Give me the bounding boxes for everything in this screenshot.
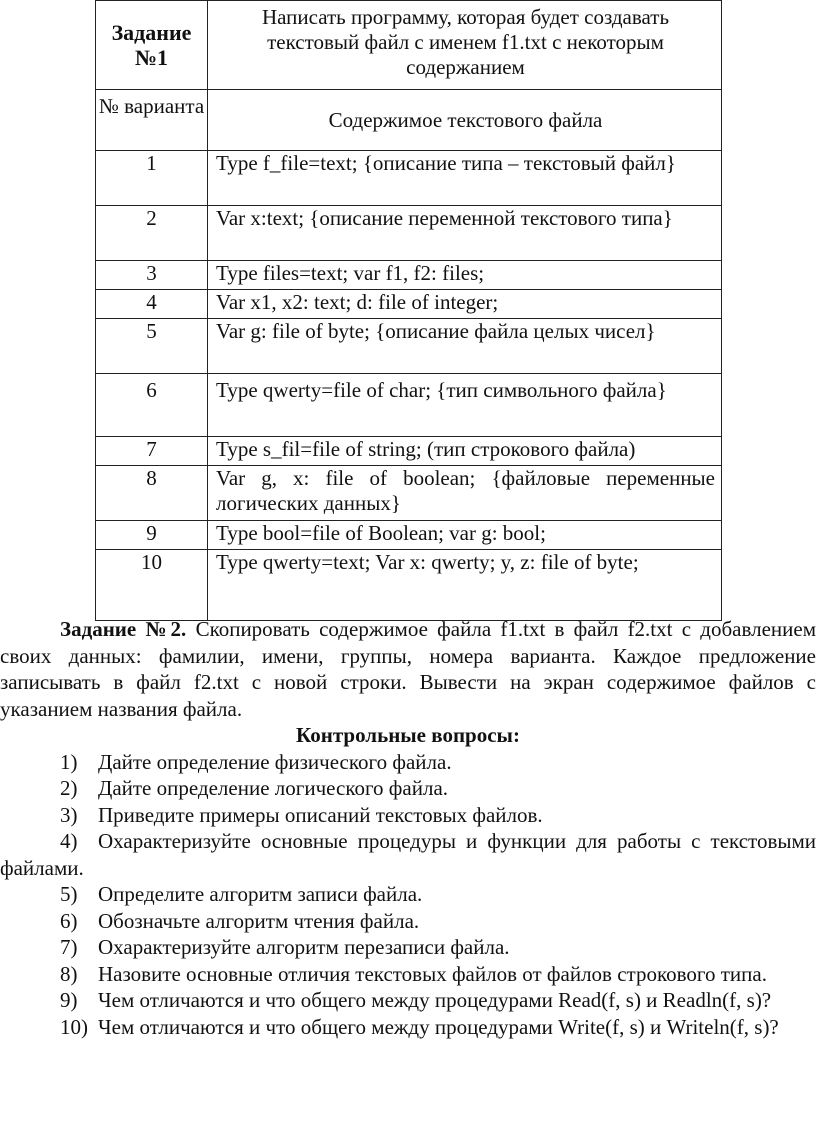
list-item (0, 749, 816, 776)
question-text: Охарактеризуйте основные процедуры и функции для работы с текстовыми файлами. (0, 829, 816, 880)
question-number: 4) (60, 829, 78, 853)
question-number: 6) (60, 908, 78, 933)
variant-number: 1 (96, 151, 208, 206)
question-number: 2) (60, 776, 78, 800)
content-column-header: Содержимое текстового файла (208, 90, 722, 151)
question-text: Назовите основные отличия текстовых файлов от файлов строкового типа. (98, 961, 767, 986)
list-item (0, 828, 816, 881)
variant-number: 6 (96, 374, 208, 437)
task-label: Задание №1 (96, 1, 208, 90)
question-number: 1) (60, 749, 78, 774)
variant-number: 10 (96, 550, 208, 621)
task-text: Написать программу, которая будет создавать текстовый файл с именем f1.txt с некоторым содержанием (208, 1, 722, 90)
question-number: 7) (60, 935, 78, 959)
variant-number: 8 (96, 466, 208, 521)
table-row (96, 550, 722, 621)
variant-number: 5 (96, 319, 208, 374)
variant-number: 3 (96, 261, 208, 290)
list-item (0, 1014, 816, 1041)
question-text: Чем отличаются и что общего между процедурами Read(f, s) и Readln(f, s)? (98, 988, 772, 1012)
question-number: 8) (60, 961, 78, 986)
list-item (0, 881, 816, 908)
variant-number: 4 (96, 290, 208, 319)
list-item (0, 934, 816, 961)
table-subheader-row (96, 90, 722, 151)
variant-content: Type s_fil=file of string; (тип строкового файла) (208, 437, 722, 466)
variant-number: 9 (96, 521, 208, 550)
variant-content: Type f_file=text; {описание типа – текстовый файл} (208, 151, 722, 206)
list-item (0, 802, 816, 829)
task2-text: Скопировать содержимое файла f1.txt в файл f2.txt с добавлением своих данных: фамилии, имени, группы, номера варианта. Каждое предложение записывать в файл f2.txt с новой строки. Вывести на экран содержимое файлов с указанием названия файла. (0, 617, 816, 721)
question-text: Дайте определение физического файла. (98, 749, 452, 774)
question-text: Приведите примеры описаний текстовых файлов. (98, 802, 543, 827)
variant-number: 2 (96, 206, 208, 261)
variant-number: 7 (96, 437, 208, 466)
table-row (96, 290, 722, 319)
table-row (96, 319, 722, 374)
table-row (96, 374, 722, 437)
question-text: Дайте определение логического файла. (98, 776, 449, 800)
task2-label: Задание №2. (60, 617, 187, 641)
task1-table (95, 0, 722, 621)
variant-content: Type qwerty=text; Var x: qwerty; y, z: file of byte; (208, 550, 722, 621)
table-row (96, 466, 722, 521)
table-row (96, 437, 722, 466)
question-text: Чем отличаются и что общего между процедурами Write(f, s) и Writeln(f, s)? (98, 1014, 779, 1039)
question-text: Определите алгоритм записи файла. (98, 882, 423, 906)
variant-content: Var g, x: file of boolean; {файловые переменные логических данных} (208, 466, 722, 521)
variant-content: Var x:text; {описание переменной текстового типа} (208, 206, 722, 261)
variant-column-header: № варианта (96, 90, 208, 151)
table-header-row (96, 1, 722, 90)
variant-content: Type files=text; var f1, f2: files; (208, 261, 722, 290)
document-body (0, 616, 816, 1040)
question-text: Охарактеризуйте алгоритм перезаписи файла. (98, 935, 510, 959)
list-item (0, 775, 816, 802)
question-number: 10) (60, 1014, 88, 1039)
question-number: 9) (60, 988, 78, 1012)
table-row (96, 261, 722, 290)
question-number: 3) (60, 802, 78, 827)
table-row (96, 206, 722, 261)
questions-heading: Контрольные вопросы: (296, 723, 520, 747)
list-item (0, 987, 816, 1014)
list-item (0, 908, 816, 935)
question-text: Обозначьте алгоритм чтения файла. (98, 908, 420, 933)
variant-content: Var g: file of byte; {описание файла целых чисел} (208, 319, 722, 374)
variant-content: Type qwerty=file of char; {тип символьного файла} (208, 374, 722, 437)
question-number: 5) (60, 882, 78, 906)
variant-content: Type bool=file of Boolean; var g: bool; (208, 521, 722, 550)
table-row (96, 151, 722, 206)
variant-content: Var x1, x2: text; d: file of integer; (208, 290, 722, 319)
task2-paragraph (0, 616, 816, 722)
table-row (96, 521, 722, 550)
list-item (0, 961, 816, 988)
